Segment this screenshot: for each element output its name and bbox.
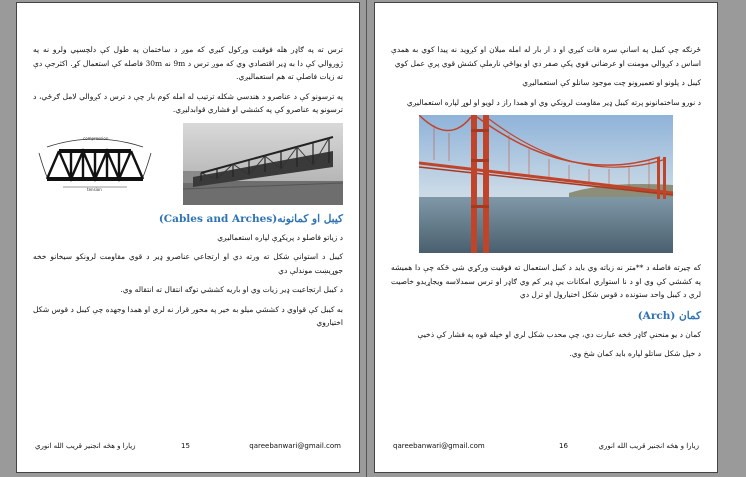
footer-email: qareebanwari@gmail.com	[393, 442, 485, 450]
page-gutter-line	[366, 0, 367, 477]
tension-label: tension	[87, 186, 102, 192]
page-footer	[35, 442, 341, 454]
paragraph: که چیرته فاصله د **متر نه زیاته وي باید د کیبل استعمال ته فوقیت ورکړي شي ځکه چې دا همیشه په کششي کې وي او د نا استواري امکانات یې ډیر کم وي ګاډر او ترس سمدلاسه ویجاړیدو خاصیت لري د کیبل واحد ستونده د قوس شکل اختیارول او ترل دي	[391, 263, 701, 299]
heading-english: (Arch)	[637, 309, 676, 322]
page-content	[33, 43, 343, 336]
figure-row	[33, 123, 343, 205]
paragraph: د نورو ساختمانونو پرته کیبل ډیر مقاومت لرونکي وي او همدا راز د لویو او لوړ لپاره استعمالیږي	[406, 97, 701, 107]
section-heading	[391, 310, 701, 322]
section-heading	[33, 213, 343, 225]
document-page-16	[374, 2, 718, 473]
document-page-15	[16, 2, 360, 473]
suspension-bridge-photo	[419, 115, 673, 253]
paragraph: کیبل د استوانې شکل ته ورته دي او ارتجاعي عناصرو ډیر د قوي مقاومت لرونکو سیخانو خخه جوړیښت موندلې دي	[33, 252, 343, 275]
paragraph: به کیبل کې قواوي د کششي میلو به خیر په محور قرار نه لري او همدا وجهده چې کیبل د قوس شکل اختیاروي	[33, 304, 343, 327]
truss-bridge-photo	[183, 123, 343, 205]
heading-pashto: کمان	[679, 309, 701, 322]
page-number: 16	[559, 442, 568, 450]
paragraph: په ترسونو کې د عناصرو د هندسي شکله ترتیب له امله کوم بار چې د ترس د کږوالي لامل ګرځي، د ترسونو په عناصرو کې په کششي او فشاري قوابدلیږي.	[33, 91, 343, 114]
page-number: 15	[181, 442, 190, 450]
truss-diagram	[33, 133, 157, 197]
paragraph: کمان د یو منحنې ګاډر څخه عبارت دي، چې محدب شکل لري او خپله قوه په فشار کې ذخیې	[417, 329, 701, 339]
heading-pashto: کیبل او کمانونه	[277, 212, 343, 225]
compression-label: compression	[83, 135, 109, 141]
paragraph: د کیبل ارتجاعیت ډیر زیات وي او باریه کششي توګه انتقال ته انتقاله وي.	[120, 285, 343, 294]
heading-english: (Cables and Arches)	[158, 212, 278, 225]
footer-email: qareebanwari@gmail.com	[249, 442, 341, 450]
footer-author: زیارا و هڅه انجنیر قریب الله انوري	[35, 442, 136, 450]
page-footer	[393, 442, 699, 454]
paragraph: کیبل د پلونو او تعمیرونو چت موجود سانلو کې استعمالیږي	[522, 78, 701, 87]
paragraph: ترس ته په ګاډر هله فوقیت ورکول کیږي که موږ د ساختمان په طول کې دلچسپي ولرو نه په ژوروالي کې دا به ډیر اقتصادي وي که موږ ترس د 9m نه 30m فاصله کې استعمال کړ. اکثرجې دې ته زیات فاصلې ته هم استعمالیږي.	[33, 45, 343, 81]
footer-author: زیارا و هڅه انجنیر قریب الله انوري	[598, 442, 699, 450]
paragraph: د زیاتو فاصلو د پریکړې لپاره استعمالیږي	[217, 232, 343, 242]
paragraph: ځرنګه چې کیبل په اسانې سره قات کیږي او د ار بار له امله میلان او کږوید نه پیدا کوي به همدې اساس د کږوالي مومنت او عرضاني قوي پکې صفر دي او یواځې نارملې کشش قوي پرې عمل کوي	[391, 45, 701, 68]
truss-web	[47, 151, 143, 179]
page-content	[391, 43, 701, 367]
paragraph: د خپل شکل ساتلو لپاره باید کمان شخ وي.	[569, 349, 701, 358]
